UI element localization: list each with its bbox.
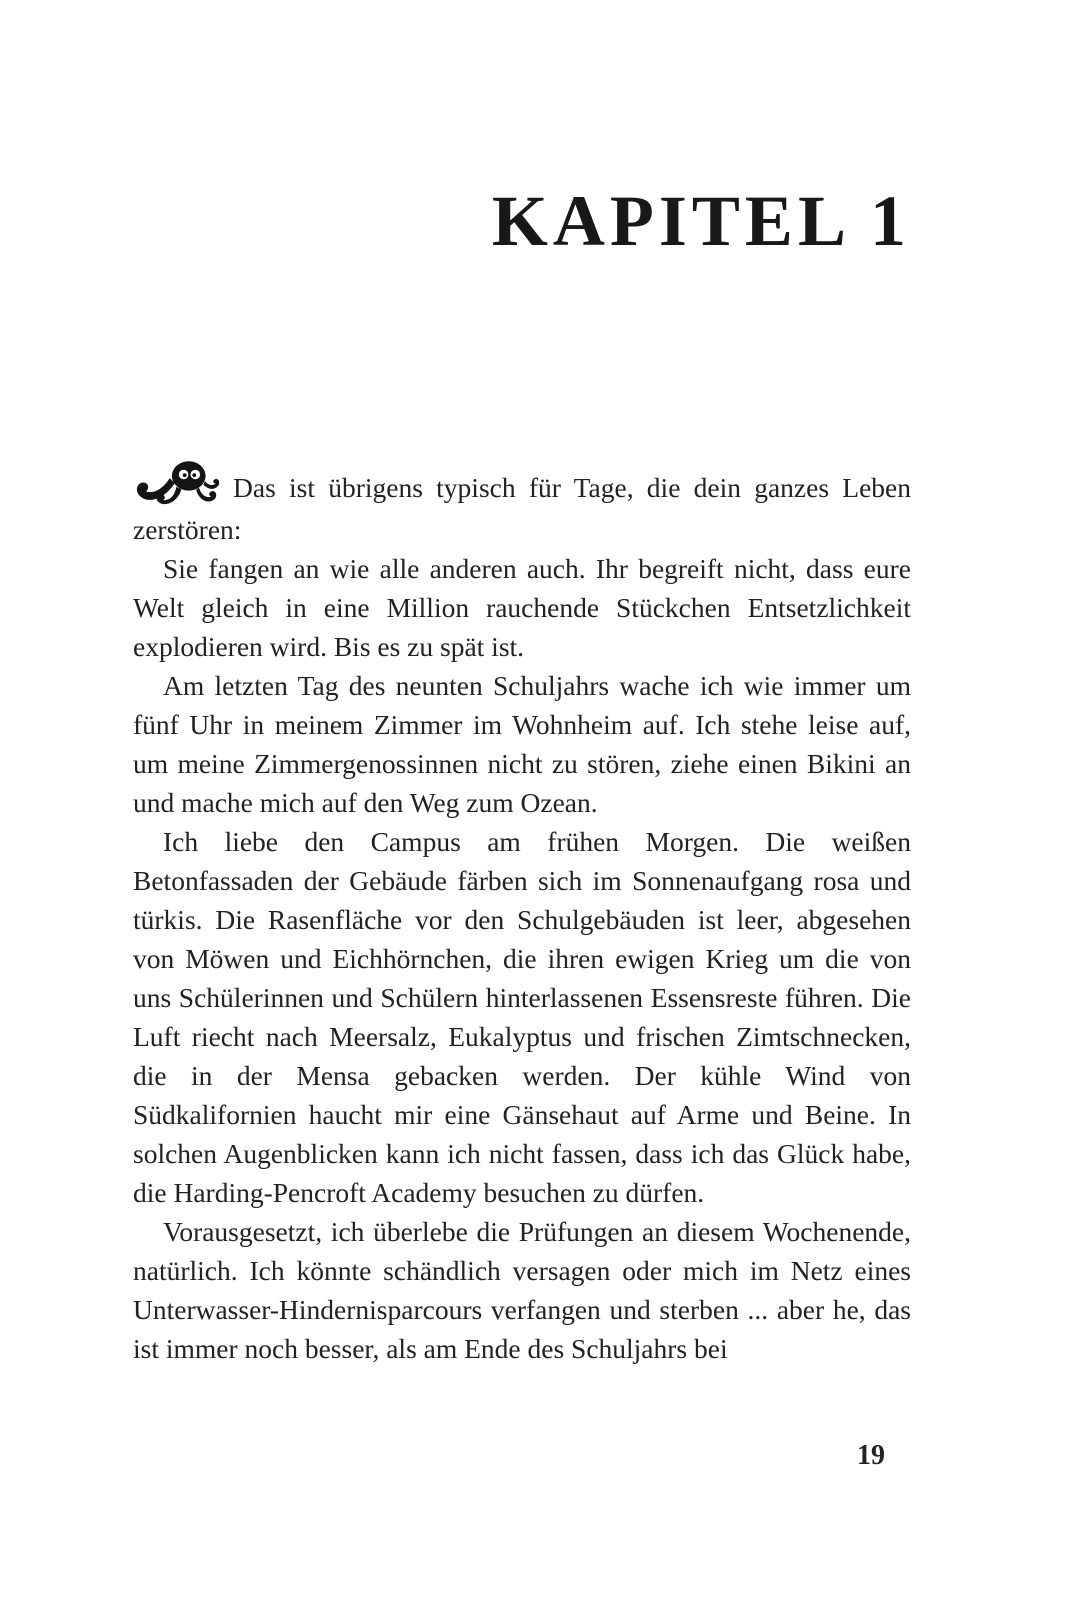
paragraph — [133, 666, 911, 822]
chapter-title: KAPITEL 1 — [491, 181, 911, 261]
paragraph — [133, 549, 911, 666]
paragraph-text: Das ist übrigens typisch für Tage, die dein ganzes Leben zerstören: — [133, 472, 911, 545]
body-text — [133, 458, 911, 1368]
paragraph-text: Am letzten Tag des neunten Schuljahrs wache ich wie immer um fünf Uhr in meinem Zimmer im Wohnheim auf. Ich stehe leise auf, um meine Zimmergenossinnen nicht zu stören, ziehe einen Bikini an und mache mich auf den Weg zum Ozean. — [133, 670, 911, 818]
paragraph — [133, 822, 911, 1212]
paragraph-text: Ich liebe den Campus am frühen Morgen. Die weißen Betonfassaden der Gebäude färben sich im Sonnenaufgang rosa und türkis. Die Rasenfläche vor den Schulgebäuden ist leer, abgesehen von Möwen und Eichhörnchen, die ihren ewigen Krieg um die von uns Schülerinnen und Schülern hinterlassenen Essensreste führen. Die Luft riecht nach Meersalz, Eukalyptus und frischen Zimtschnecken, die in der Mensa gebacken werden. Der kühle Wind von Südkalifornien haucht mir eine Gänsehaut auf Arme und Beine. In solchen Augenblicken kann ich nicht fassen, dass ich das Glück habe, die Harding-Pencroft Academy besuchen zu dürfen. — [133, 826, 911, 1208]
octopus-icon — [133, 458, 221, 510]
paragraph — [133, 1212, 911, 1368]
paragraph — [133, 458, 911, 549]
paragraph-text: Vorausgesetzt, ich überlebe die Prüfungen an diesem Wochenende, natürlich. Ich könnte schändlich versagen oder mich im Netz eines Unterwasser-Hindernisparcours verfangen und sterben ... aber he, das ist immer noch besser, als am Ende des Schuljahrs bei — [133, 1216, 911, 1364]
page-number: 19 — [857, 1440, 885, 1471]
paragraph-text: Sie fangen an wie alle anderen auch. Ihr begreift nicht, dass eure Welt gleich in eine Million rauchende Stückchen Entsetzlichkeit explodieren wird. Bis es zu spät ist. — [133, 553, 911, 662]
